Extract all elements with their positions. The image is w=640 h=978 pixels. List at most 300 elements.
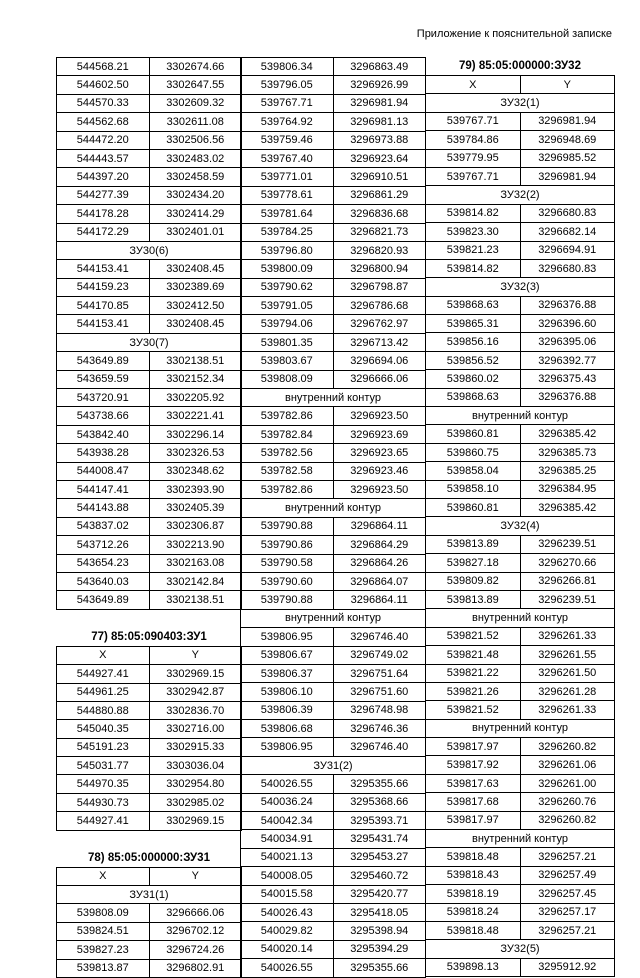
cell-y: 3296864.29	[333, 536, 426, 554]
cell-x: 539813.89	[426, 535, 521, 553]
table-row	[57, 297, 242, 315]
cell-x: 539806.68	[241, 720, 334, 738]
cell-x: 539759.46	[241, 131, 334, 149]
cell-x: 544930.73	[57, 793, 150, 811]
cell-x: 539806.37	[241, 664, 334, 682]
table-row	[426, 848, 615, 866]
section-label: внутренний контур	[241, 609, 426, 627]
cell-y: 3296713.42	[333, 333, 426, 351]
table-row	[57, 425, 242, 443]
table-row	[241, 683, 426, 701]
cell-x: 539821.26	[426, 682, 521, 700]
table-row	[426, 535, 615, 553]
cell-y: 3302306.87	[149, 517, 242, 535]
section-row	[57, 333, 242, 351]
cell-y: 3296820.93	[333, 241, 426, 259]
table-row	[241, 205, 426, 223]
cell-x: 539790.60	[241, 572, 334, 590]
table-row	[57, 775, 242, 793]
section-label: ЗУ30(7)	[57, 333, 242, 351]
section-label: ЗУ32(5)	[426, 940, 615, 958]
cell-x: 544397.20	[57, 168, 150, 186]
cell-x: 539781.64	[241, 205, 334, 223]
cell-y: 3296981.94	[520, 112, 615, 130]
cell-y: Y	[149, 867, 242, 885]
cell-x: 544159.23	[57, 278, 150, 296]
cell-y: 3302408.45	[149, 315, 242, 333]
coordinates-table	[56, 646, 242, 831]
cell-y: 3296746.40	[333, 738, 426, 756]
cell-x: 543842.40	[57, 425, 150, 443]
cell-x: 539796.05	[241, 76, 334, 94]
cell-x: 539860.75	[426, 443, 521, 461]
cell-y: 3302296.14	[149, 425, 242, 443]
cell-x: 539806.10	[241, 683, 334, 701]
table-row	[426, 425, 615, 443]
cell-y: 3302412.50	[149, 297, 242, 315]
table-row	[57, 223, 242, 241]
cell-x: 539814.82	[426, 259, 521, 277]
table-row	[57, 278, 242, 296]
cell-x: 543720.91	[57, 389, 150, 407]
section-label: ЗУ32(2)	[426, 186, 615, 204]
cell-x: 539821.48	[426, 646, 521, 664]
cell-x: 539818.48	[426, 921, 521, 939]
cell-y: 3302954.80	[149, 775, 242, 793]
table-row	[426, 370, 615, 388]
table-row	[426, 627, 615, 645]
cell-y: 3296861.29	[333, 186, 426, 204]
cell-y: 3302483.02	[149, 149, 242, 167]
table-title: 77) 85:05:090403:ЗУ1	[91, 630, 207, 643]
cell-x: 540015.58	[241, 885, 334, 903]
cell-x: 544172.29	[57, 223, 150, 241]
table-row	[241, 664, 426, 682]
cell-x: 539808.09	[57, 904, 150, 922]
cell-x: 540008.05	[241, 867, 334, 885]
column-3	[425, 57, 615, 977]
cell-y: 3303036.04	[149, 757, 242, 775]
cell-y: 3296923.46	[333, 462, 426, 480]
cell-y: 3296392.77	[520, 351, 615, 369]
cell-y: 3296261.33	[520, 627, 615, 645]
cell-x: 545191.23	[57, 738, 150, 756]
cell-x: 539790.88	[241, 591, 334, 609]
cell-y: 3302609.32	[149, 94, 242, 112]
table-row	[426, 701, 615, 719]
table-row	[241, 186, 426, 204]
table-row	[241, 297, 426, 315]
section-row	[426, 407, 615, 425]
cell-y: 3302393.90	[149, 480, 242, 498]
cell-y: 3302213.90	[149, 536, 242, 554]
cell-y: 3296257.17	[520, 903, 615, 921]
cell-x: 540020.14	[241, 940, 334, 958]
table-row	[241, 260, 426, 278]
cell-y: 3296257.21	[520, 848, 615, 866]
table-row	[57, 517, 242, 535]
coordinates-table	[240, 57, 426, 978]
cell-y: 3302221.41	[149, 407, 242, 425]
cell-x: 539782.84	[241, 425, 334, 443]
cell-x: 543649.89	[57, 591, 150, 609]
table-row	[241, 720, 426, 738]
cell-y: 3302434.20	[149, 186, 242, 204]
cell-x: 544147.41	[57, 480, 150, 498]
section-label: ЗУ31(1)	[57, 886, 242, 904]
cell-x: 543640.03	[57, 572, 150, 590]
cell-x: 539813.87	[57, 959, 150, 977]
table-row	[57, 480, 242, 498]
table-row	[57, 499, 242, 517]
table-row	[57, 591, 242, 609]
section-row	[426, 609, 615, 627]
cell-y: Y	[520, 76, 615, 94]
section-row	[241, 499, 426, 517]
table-row	[57, 793, 242, 811]
cell-x: 539817.68	[426, 793, 521, 811]
table-row	[426, 315, 615, 333]
section-label: внутренний контур	[426, 830, 615, 848]
cell-x: 544927.41	[57, 812, 150, 830]
cell-x: 539794.06	[241, 315, 334, 333]
cell-y: 3296680.83	[520, 259, 615, 277]
cell-x: X	[57, 646, 150, 664]
cell-x: 544008.47	[57, 462, 150, 480]
table-row	[426, 554, 615, 572]
section-row	[426, 94, 615, 112]
table-row	[241, 168, 426, 186]
cell-x: 544153.41	[57, 315, 150, 333]
table-row	[57, 352, 242, 370]
table-row	[57, 959, 242, 977]
cell-y: 3302611.08	[149, 113, 242, 131]
cell-x: X	[57, 867, 150, 885]
cell-x: 539764.92	[241, 113, 334, 131]
cell-y: 3296266.81	[520, 572, 615, 590]
cell-y: 3296270.66	[520, 554, 615, 572]
cell-y: 3296748.98	[333, 701, 426, 719]
cell-y: 3296239.51	[520, 590, 615, 608]
table-row	[241, 76, 426, 94]
cell-x: 544178.28	[57, 205, 150, 223]
cell-y: 3295460.72	[333, 867, 426, 885]
cell-y: 3296973.88	[333, 131, 426, 149]
cell-x: 539806.39	[241, 701, 334, 719]
table-row	[426, 958, 615, 976]
table-row	[426, 167, 615, 185]
cell-y: 3296923.69	[333, 425, 426, 443]
cell-x: 544170.85	[57, 297, 150, 315]
cell-x: 539767.40	[241, 149, 334, 167]
table-row	[426, 572, 615, 590]
cell-y: 3296257.49	[520, 866, 615, 884]
cell-x: 539782.86	[241, 480, 334, 498]
cell-y: 3302915.33	[149, 738, 242, 756]
cell-y: 3295912.92	[520, 958, 615, 976]
cell-y: 3296981.13	[333, 113, 426, 131]
table-row	[241, 830, 426, 848]
cell-x: 539827.23	[57, 941, 150, 959]
table-row	[426, 333, 615, 351]
cell-y: 3296385.42	[520, 498, 615, 516]
cell-x: 540042.34	[241, 812, 334, 830]
cell-y: 3302163.08	[149, 554, 242, 572]
table-row	[426, 149, 615, 167]
section-row	[426, 830, 615, 848]
table-row	[57, 646, 242, 664]
cell-y: 3302836.70	[149, 701, 242, 719]
table-row	[426, 774, 615, 792]
cell-x: 539821.52	[426, 701, 521, 719]
section-label: ЗУ32(3)	[426, 278, 615, 296]
cell-x: 539791.05	[241, 297, 334, 315]
table-row	[426, 259, 615, 277]
cell-x: 544927.41	[57, 665, 150, 683]
cell-y: 3296257.45	[520, 885, 615, 903]
coordinates-table	[56, 57, 242, 610]
table-row	[426, 351, 615, 369]
cell-x: 539801.35	[241, 333, 334, 351]
cell-x: 544970.35	[57, 775, 150, 793]
cell-x: 539817.97	[426, 811, 521, 829]
section-label: внутренний контур	[241, 499, 426, 517]
cell-x: 539778.61	[241, 186, 334, 204]
cell-x: 544562.68	[57, 113, 150, 131]
column-1	[56, 57, 242, 978]
table-row	[57, 370, 242, 388]
table-row	[241, 223, 426, 241]
section-row	[426, 940, 615, 958]
table-row	[57, 665, 242, 683]
table-row	[57, 389, 242, 407]
cell-y: 3296257.21	[520, 921, 615, 939]
cell-y: 3302138.51	[149, 591, 242, 609]
cell-x: 539818.24	[426, 903, 521, 921]
cell-y: Y	[149, 646, 242, 664]
cell-x: 540029.82	[241, 922, 334, 940]
table-row	[241, 738, 426, 756]
cell-y: 3296923.65	[333, 444, 426, 462]
cell-x: 539782.58	[241, 462, 334, 480]
table-row	[241, 812, 426, 830]
table-row	[241, 940, 426, 958]
table-row	[241, 628, 426, 646]
cell-x: 545040.35	[57, 720, 150, 738]
table-row	[241, 315, 426, 333]
cell-x: 540034.91	[241, 830, 334, 848]
cell-x: 539800.09	[241, 260, 334, 278]
section-row	[241, 389, 426, 407]
cell-y: 3296682.14	[520, 223, 615, 241]
cell-y: 3296260.82	[520, 811, 615, 829]
table-row	[57, 260, 242, 278]
cell-x: 539803.67	[241, 352, 334, 370]
cell-y: 3296863.49	[333, 58, 426, 76]
cell-y: 3296981.94	[520, 167, 615, 185]
table-row	[241, 241, 426, 259]
cell-y: 3296666.06	[333, 370, 426, 388]
cell-x: 540021.13	[241, 848, 334, 866]
table-row	[426, 811, 615, 829]
table-row	[57, 812, 242, 830]
table-row	[426, 388, 615, 406]
cell-x: 543654.23	[57, 554, 150, 572]
table-row	[426, 480, 615, 498]
cell-y: 3302969.15	[149, 665, 242, 683]
cell-y: 3302401.01	[149, 223, 242, 241]
cell-x: 544277.39	[57, 186, 150, 204]
cell-y: 3296260.76	[520, 793, 615, 811]
table-row	[426, 738, 615, 756]
section-label: внутренний контур	[426, 609, 615, 627]
cell-y: 3302414.29	[149, 205, 242, 223]
cell-x: 539767.71	[426, 112, 521, 130]
cell-y: 3302506.56	[149, 131, 242, 149]
cell-y: 3302969.15	[149, 812, 242, 830]
page-header: Приложение к пояснительной записке	[416, 28, 612, 40]
cell-x: 544143.88	[57, 499, 150, 517]
table-row	[57, 58, 242, 76]
cell-x: 539767.71	[241, 94, 334, 112]
table-row	[241, 646, 426, 664]
cell-x: 539868.63	[426, 388, 521, 406]
cell-y: 3296384.95	[520, 480, 615, 498]
cell-x: 539813.89	[426, 590, 521, 608]
cell-y: 3296746.36	[333, 720, 426, 738]
cell-y: 3295355.66	[333, 775, 426, 793]
cell-x: 543738.66	[57, 407, 150, 425]
section-row	[426, 186, 615, 204]
section-row	[57, 886, 242, 904]
table-row	[426, 443, 615, 461]
cell-x: 539796.80	[241, 241, 334, 259]
cell-x: 539771.01	[241, 168, 334, 186]
cell-x: 539790.62	[241, 278, 334, 296]
cell-x: 539806.95	[241, 738, 334, 756]
table-title: 79) 85:05:000000:ЗУ32	[459, 60, 581, 72]
table-row	[57, 572, 242, 590]
section-row	[241, 756, 426, 774]
cell-y: 3296680.83	[520, 204, 615, 222]
cell-x: 539821.22	[426, 664, 521, 682]
table-row	[426, 682, 615, 700]
cell-y: 3296376.88	[520, 296, 615, 314]
cell-y: 3295393.71	[333, 812, 426, 830]
cell-y: 3296666.06	[149, 904, 242, 922]
cell-y: 3296864.11	[333, 517, 426, 535]
table-row	[57, 407, 242, 425]
cell-x: 543649.89	[57, 352, 150, 370]
cell-y: 3302152.34	[149, 370, 242, 388]
table-row	[426, 241, 615, 259]
cell-y: 3296261.50	[520, 664, 615, 682]
cell-x: 544880.88	[57, 701, 150, 719]
cell-y: 3302389.69	[149, 278, 242, 296]
table-row	[426, 903, 615, 921]
cell-y: 3296260.82	[520, 738, 615, 756]
cell-y: 3296821.73	[333, 223, 426, 241]
table-row	[426, 793, 615, 811]
table-row	[241, 775, 426, 793]
cell-x: 539818.48	[426, 848, 521, 866]
cell-y: 3296261.06	[520, 756, 615, 774]
table-row	[57, 149, 242, 167]
cell-y: 3296762.97	[333, 315, 426, 333]
cell-x: 539790.86	[241, 536, 334, 554]
cell-y: 3302458.59	[149, 168, 242, 186]
table-row	[241, 591, 426, 609]
table-row	[241, 536, 426, 554]
section-label: ЗУ32(1)	[426, 94, 615, 112]
cell-x: 540026.55	[241, 775, 334, 793]
table-row	[241, 922, 426, 940]
cell-x: 539790.58	[241, 554, 334, 572]
section-row	[241, 609, 426, 627]
cell-y: 3302942.87	[149, 683, 242, 701]
cell-x: 539818.19	[426, 885, 521, 903]
cell-y: 3302205.92	[149, 389, 242, 407]
table-row	[241, 278, 426, 296]
block-spacer	[56, 831, 242, 849]
cell-y: 3296385.73	[520, 443, 615, 461]
cell-x: 539784.25	[241, 223, 334, 241]
cell-x: 539767.71	[426, 167, 521, 185]
cell-y: 3296749.02	[333, 646, 426, 664]
section-label: ЗУ30(6)	[57, 241, 242, 259]
table-row	[57, 738, 242, 756]
coordinates-table	[425, 75, 615, 977]
cell-x: 539823.30	[426, 223, 521, 241]
cell-x: 544602.50	[57, 76, 150, 94]
coordinates-table	[56, 867, 242, 978]
cell-y: 3296864.11	[333, 591, 426, 609]
cell-x: 539858.04	[426, 462, 521, 480]
cell-x: 544570.33	[57, 94, 150, 112]
cell-y: 3296926.99	[333, 76, 426, 94]
table-row	[241, 885, 426, 903]
cell-y: 3302142.84	[149, 572, 242, 590]
table-row	[57, 757, 242, 775]
table-row	[241, 867, 426, 885]
block-spacer	[56, 610, 242, 628]
table-row	[57, 205, 242, 223]
cell-y: 3302326.53	[149, 444, 242, 462]
cell-y: 3296724.26	[149, 941, 242, 959]
cell-x: 545031.77	[57, 757, 150, 775]
cell-y: 3296746.40	[333, 628, 426, 646]
cell-y: 3296981.94	[333, 94, 426, 112]
cell-x: 540036.24	[241, 793, 334, 811]
cell-x: 539790.88	[241, 517, 334, 535]
table-row	[426, 223, 615, 241]
cell-x: 539806.95	[241, 628, 334, 646]
cell-y: 3296751.60	[333, 683, 426, 701]
table-row	[57, 113, 242, 131]
cell-x: 544568.21	[57, 58, 150, 76]
table-row	[241, 352, 426, 370]
table-row	[241, 554, 426, 572]
cell-y: 3296864.26	[333, 554, 426, 572]
table-row	[241, 444, 426, 462]
cell-x: 539779.95	[426, 149, 521, 167]
table-row	[241, 149, 426, 167]
cell-x: 539821.23	[426, 241, 521, 259]
cell-y: 3296261.28	[520, 682, 615, 700]
cell-x: 540026.43	[241, 903, 334, 921]
cell-y: 3296948.69	[520, 131, 615, 149]
cell-y: 3302985.02	[149, 793, 242, 811]
